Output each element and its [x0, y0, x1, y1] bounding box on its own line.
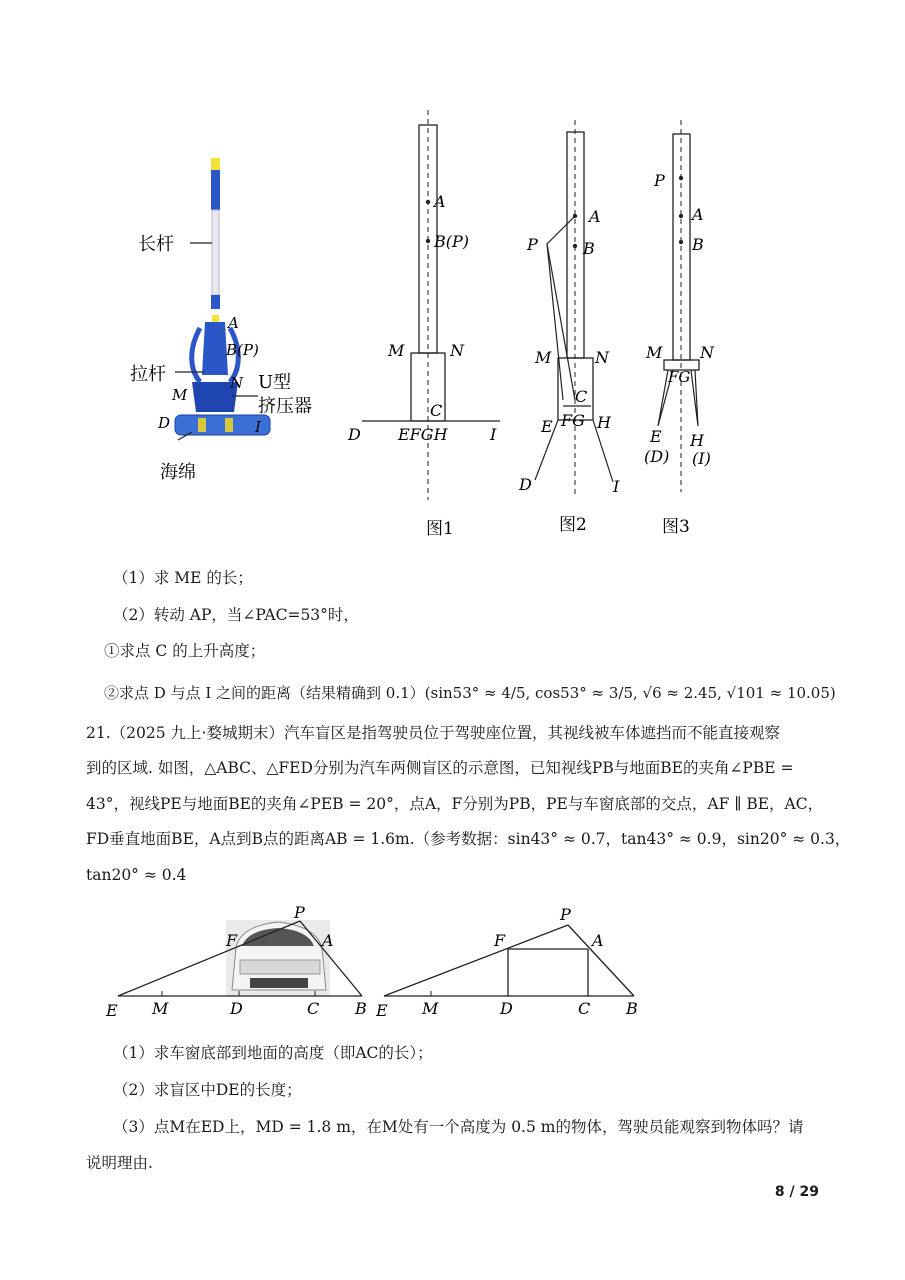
car-label-P: P: [294, 903, 305, 922]
fig3-label-E: E: [650, 427, 662, 446]
tri-label-C: C: [578, 999, 591, 1018]
label-squeezer: 挤压器: [258, 396, 312, 417]
fig3-label-M: M: [646, 343, 663, 362]
fig1-label-N: N: [450, 341, 464, 360]
fig1-label-BP: B(P): [434, 232, 470, 251]
label-pull-rod: 拉杆: [130, 364, 166, 385]
figure-2-caption: 图2: [559, 515, 587, 535]
fig2-label-N: N: [595, 348, 609, 367]
fig2-label-B: B: [583, 239, 595, 258]
car-label-F: F: [226, 931, 238, 950]
label-I: I: [255, 418, 261, 436]
tri-label-P: P: [560, 905, 571, 924]
fig2-label-E: E: [541, 417, 553, 436]
q20-sub-2: ②求点 D 与点 I 之间的距离（结果精确到 0.1）(sin53° ≈ 4/5, cos53° ≈ 3/5, √6 ≈ 2.45, √101 ≈ 10.05): [104, 684, 836, 702]
q20-sub-1: ①求点 C 的上升高度；: [104, 642, 266, 660]
car-label-A: A: [322, 931, 334, 950]
figure-1-caption: 图1: [426, 519, 454, 539]
car-label-D: D: [230, 999, 243, 1018]
q21-stem-line-4: FD垂直地面BE，A点到B点的距离AB = 1.6m.（参考数据：sin43° ≈ 0.7，tan43° ≈ 0.9，sin20° ≈ 0.3，: [86, 830, 851, 848]
long-pole: [212, 210, 219, 295]
figure-3: [640, 120, 730, 540]
q20-part-2: （2）转动 AP，当∠PAC=53°时，: [113, 606, 359, 624]
fig3-label-B: B: [692, 235, 704, 254]
label-u-type: U型: [258, 372, 292, 393]
pole-grip: [211, 170, 220, 210]
fig3-label-N: N: [700, 343, 714, 362]
q21-question-3-line-2: 说明理由.: [86, 1154, 153, 1172]
fig1-label-A: A: [434, 192, 446, 211]
label-A: A: [228, 314, 239, 332]
q21-stem-line-3: 43°，视线PE与地面BE的夹角∠PEB = 20°，点A，F分别为PB，PE与车窗底部的交点，AF ∥ BE，AC，: [86, 795, 824, 813]
q21-stem-line-2: 到的区域. 如图，△ABC、△FED分别为汽车两侧盲区的示意图，已知视线PB与地面BE的夹角∠PBE =: [86, 759, 794, 777]
car-label-B: B: [355, 999, 367, 1018]
fig2-label-A: A: [589, 207, 601, 226]
tri-label-M: M: [422, 999, 439, 1018]
fig3-label-I: (I): [692, 449, 711, 468]
car-label-M: M: [152, 999, 169, 1018]
fig1-label-C: C: [430, 401, 443, 420]
label-N: N: [230, 374, 244, 392]
q21-question-3-line-1: （3）点M在ED上，MD = 1.8 m，在M处有一个高度为 0.5 m的物体，驾驶员能观察到物体吗？请: [113, 1118, 804, 1136]
fig1-label-I: I: [490, 425, 497, 444]
fig2-label-FG: FG: [561, 411, 585, 430]
car-label-E: E: [106, 1001, 118, 1020]
fig2-label-D: D: [519, 475, 532, 494]
fig2-label-M: M: [535, 348, 552, 367]
label-BP: B(P): [226, 341, 259, 359]
label-long-pole: 长杆: [138, 234, 174, 255]
car-label-C: C: [307, 999, 320, 1018]
tri-label-E: E: [376, 1001, 388, 1020]
tri-label-B: B: [626, 999, 638, 1018]
fig2-label-P: P: [527, 235, 538, 254]
fig3-label-A: A: [692, 205, 704, 224]
figure-3-caption: 图3: [662, 517, 690, 537]
q21-question-2: （2）求盲区中DE的长度；: [113, 1081, 302, 1099]
triangle-blind-spot-figure: [372, 900, 652, 1025]
figure-1: [340, 110, 510, 540]
fig2-label-C: C: [575, 387, 588, 406]
car-blind-spot-figure: [100, 900, 385, 1025]
label-sponge: 海绵: [160, 462, 196, 483]
q20-part-1: （1）求 ME 的长；: [113, 569, 253, 587]
q21-stem-line-1: 21.（2025 九上·婺城期末）汽车盲区是指驾驶员位于驾驶座位置，其视线被车体遮挡而不能直接观察: [86, 724, 780, 742]
tri-label-A: A: [592, 931, 604, 950]
label-M: M: [172, 386, 188, 404]
fig3-label-P: P: [654, 171, 665, 190]
mop-photo-figure: [130, 150, 330, 490]
page-number: 8 / 29: [774, 1184, 819, 1200]
tri-label-D: D: [500, 999, 513, 1018]
figure-2: [505, 110, 650, 540]
fig2-label-I: I: [613, 477, 620, 496]
q21-question-1: （1）求车窗底部到地面的高度（即AC的长）；: [113, 1044, 433, 1062]
fig2-label-H: H: [597, 413, 611, 432]
pole-cap: [211, 158, 220, 170]
tri-label-F: F: [494, 931, 506, 950]
fig3-label-FG: FG: [668, 368, 691, 386]
q21-stem-line-5: tan20° ≈ 0.4: [86, 866, 187, 884]
fig1-label-D: D: [348, 425, 361, 444]
fig3-label-H: H: [690, 431, 704, 450]
fig1-label-M: M: [388, 341, 405, 360]
fig1-label-EFGH: EFGH: [398, 425, 448, 444]
pull-rod: [202, 322, 228, 375]
label-D: D: [158, 414, 171, 432]
fig3-label-D: (D): [644, 447, 670, 466]
